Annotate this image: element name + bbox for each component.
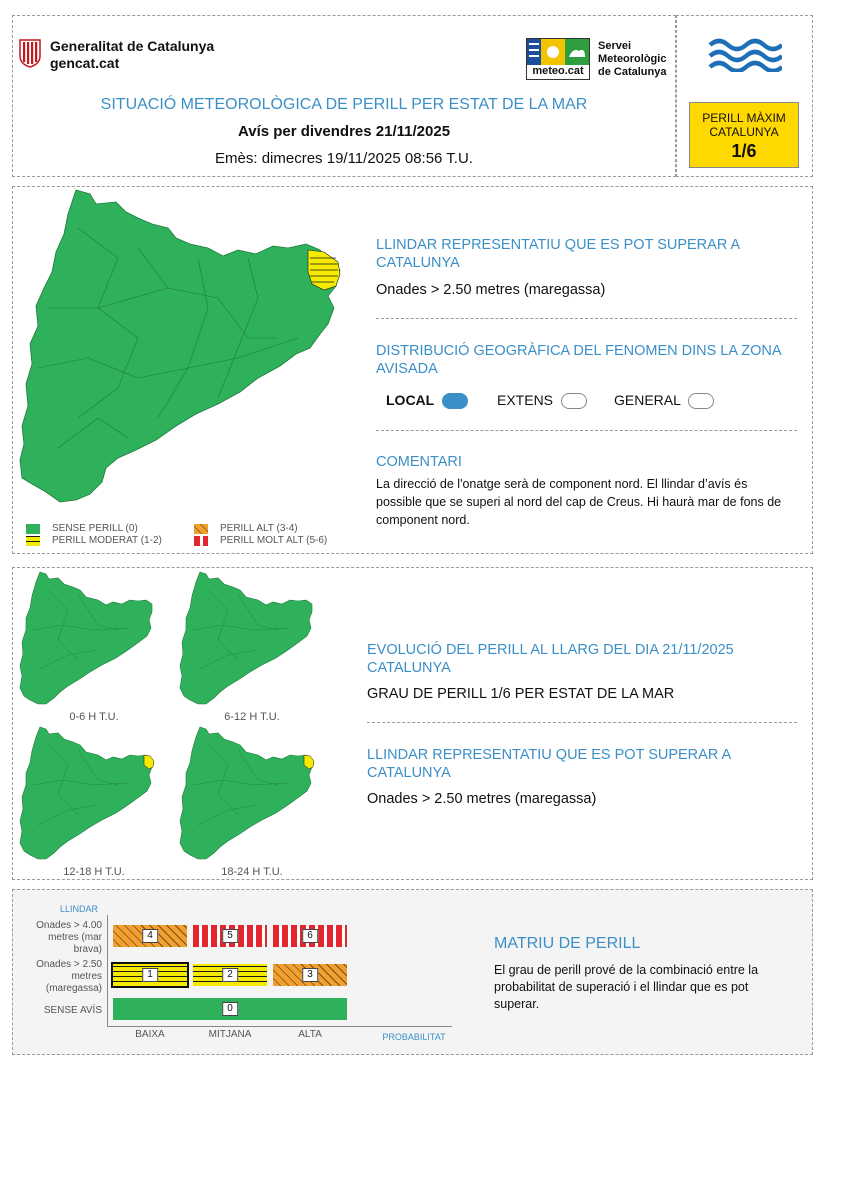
matrix-cell-6: 6: [273, 925, 347, 947]
matrix-x-axis-title: PROBABILITAT: [382, 1032, 446, 1042]
map-12-18: [18, 725, 158, 865]
evolution-title: EVOLUCIÓ DEL PERILL AL LLARG DEL DIA 21/11/2025 CATALUNYA: [367, 642, 734, 676]
matrix-row-label-medium: Onades > 2.50 metres (maregassa): [36, 959, 102, 994]
evolution-threshold-text: Onades > 2.50 metres (maregassa): [367, 791, 597, 807]
max-danger-badge: [689, 102, 799, 168]
gencat-name: Generalitat de Catalunya: [50, 38, 215, 54]
distribution-title: DISTRIBUCIÓ GEOGRÀFICA DEL FENOMEN DINS LA ZONA AVISADA: [376, 343, 781, 377]
matrix-row-label-high: Onades > 4.00 metres (mar brava): [36, 920, 102, 955]
distribution-extens-label: EXTENS: [497, 392, 554, 408]
gencat-url: gencat.cat: [50, 55, 120, 71]
legend-label-no-danger: SENSE PERILL (0): [52, 523, 138, 534]
map-label-12-18: 12-18 H T.U.: [63, 866, 125, 878]
matrix-text: El grau de perill prové de la combinació entre la probabilitat de superació i el llindar que es pot superar.: [494, 963, 759, 1011]
comment-text: La direcció de l'onatge serà de component nord. El llindar d’avís és possible que se superi al nord del cap de Creus. Hi haurà mar de fons de component nord.: [376, 477, 782, 527]
evolution-threshold-title: LLINDAR REPRESENTATIU QUE ES POT SUPERAR A CATALUNYA: [367, 747, 731, 781]
legend-label-high: PERILL ALT (3-4): [220, 523, 298, 534]
separator: [376, 430, 797, 431]
warning-date: Avís per divendres 21/11/2025: [237, 123, 451, 140]
distribution-local-label: LOCAL: [386, 392, 434, 408]
legend-swatch-high: [194, 524, 208, 534]
map-label-6-12: 6-12 H T.U.: [224, 711, 280, 723]
matrix-cell-5: 5: [193, 925, 267, 947]
matrix-cell-0: 0: [113, 998, 347, 1020]
issued-date: Emès: dimecres 19/11/2025 08:56 T.U.: [215, 150, 473, 167]
distribution-option-extens: [497, 392, 587, 409]
map-6-12: [178, 570, 318, 710]
distribution-general-label: GENERAL: [614, 392, 681, 408]
matrix-row-label-none: SENSE AVÍS: [43, 1005, 102, 1016]
legend-label-very-high: PERILL MOLT ALT (5-6): [220, 535, 328, 546]
max-danger-label-2: CATALUNYA: [709, 125, 779, 139]
map-0-6: [18, 570, 158, 710]
legend-swatch-very-high: [194, 536, 208, 546]
matrix-y-axis: [107, 915, 108, 1027]
separator: [367, 722, 797, 723]
legend-swatch-no-danger: [26, 524, 40, 534]
smc-name-line3: de Catalunya: [598, 66, 667, 78]
meteocat-brand: meteo.cat: [532, 65, 584, 77]
matrix-col-medium: MITJANA: [208, 1029, 252, 1040]
max-danger-value: 1/6: [731, 141, 757, 161]
distribution-extens-toggle: [561, 393, 587, 409]
threshold-text: Onades > 2.50 metres (maregassa): [376, 282, 606, 298]
max-danger-label-1: PERILL MÀXIM: [702, 111, 786, 125]
legend-swatch-moderate: [26, 536, 40, 546]
distribution-option-local: [386, 392, 468, 409]
matrix-cell-2: 2: [193, 964, 267, 986]
threshold-title: LLINDAR REPRESENTATIU QUE ES POT SUPERAR A CATALUNYA: [376, 237, 740, 271]
map-18-24: [178, 725, 318, 865]
meteocat-logo-icon: [526, 38, 590, 80]
sea-waves-icon: [708, 36, 782, 72]
legend-label-moderate: PERILL MODERAT (1-2): [52, 535, 162, 546]
evolution-text: GRAU DE PERILL 1/6 PER ESTAT DE LA MAR: [367, 686, 675, 702]
matrix-col-high: ALTA: [298, 1029, 322, 1040]
map-label-18-24: 18-24 H T.U.: [221, 866, 283, 878]
matrix-title: MATRIU DE PERILL: [494, 935, 641, 952]
matrix-x-axis: [107, 1026, 452, 1027]
smc-name-line2: Meteorològic: [598, 53, 667, 65]
smc-name-line1: Servei: [598, 40, 632, 52]
gencat-logo-icon: [18, 38, 42, 68]
matrix-y-axis-title: LLINDAR: [60, 904, 99, 914]
distribution-option-general: [614, 392, 714, 409]
matrix-col-low: BAIXA: [135, 1029, 165, 1040]
page-title: SITUACIÓ METEOROLÒGICA DE PERILL PER ESTAT DE LA MAR: [100, 96, 588, 113]
catalonia-map: [18, 188, 348, 518]
map-label-0-6: 0-6 H T.U.: [69, 711, 119, 723]
matrix-cell-4: 4: [113, 925, 187, 947]
matrix-cell-3: 3: [273, 964, 347, 986]
distribution-general-toggle: [688, 393, 714, 409]
separator: [376, 318, 797, 319]
distribution-local-toggle: [442, 393, 468, 409]
matrix-cell-1: 1: [113, 964, 187, 986]
comment-title: COMENTARI: [376, 454, 462, 470]
